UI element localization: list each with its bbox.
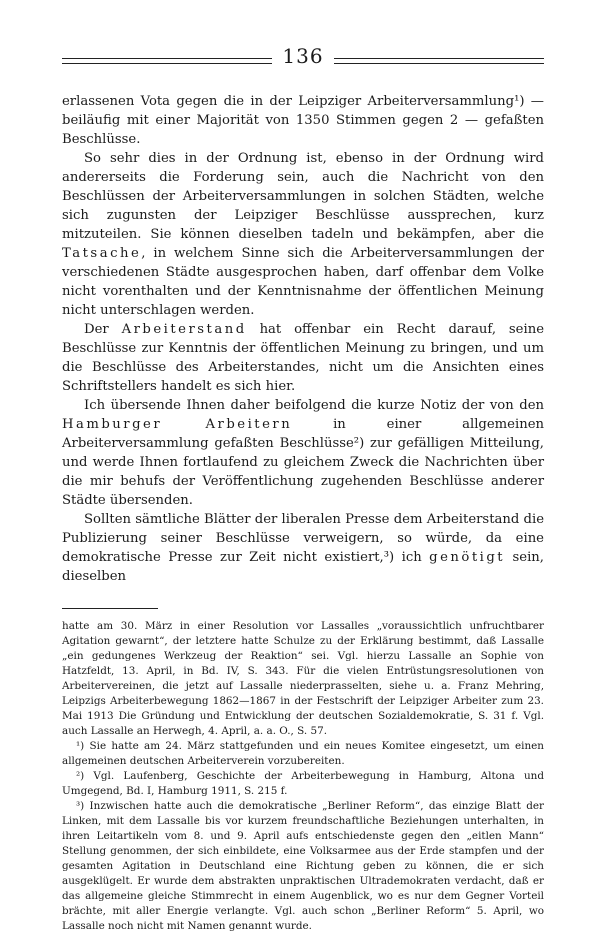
paragraph-2 <box>62 149 544 320</box>
footnote-2: ²) Vgl. Laufenberg, Geschichte der Arbeiterbewegung in Hamburg, Altona und Umgegend, Bd. I, Hamburg 1911, S. 215 f. <box>62 770 544 797</box>
footnotes <box>62 619 544 934</box>
paragraph-5 <box>62 510 544 586</box>
emphasis-genoetigt: genötigt <box>429 550 506 565</box>
emphasis-arbeiterstand: Arbeiterstand <box>121 322 247 337</box>
footnote-3: ³) Inzwischen hatte auch die demokratische „Berliner Reform“, das einzige Blatt der Linken, mit dem Lassalle bis vor kurzem freundschaftliche Beziehungen unterhalten, in ihren Leitartikeln vom 8. und 9. April aufs entschiedenste gegen den „eitlen Mann“ Stellung genommen, der sich einbildete, eine Volksarmee aus der Erde stampfen und der gesamten Agitation in Deutschland eine Richtung geben zu können, die er sich ausgeklügelt. Er wurde dem abstrakten unpraktischen Ultrademokraten verdacht, daß er das allgemeine gleiche Stimmrecht in einem Augenblick, wo es nur dem Gegner Vorteil brächte, mit aller Energie verlangte. Vgl. auch schon „Berliner Reform“ 5. April, wo Lassalle noch nicht mit Namen genannt wurde. <box>62 800 544 932</box>
header-rule-right <box>334 58 544 64</box>
emphasis-tatsache: Tatsache <box>62 246 142 261</box>
footnote-separator <box>62 608 158 609</box>
paragraph-5-text-a: Sollten sämtliche Blätter der liberalen Presse dem Arbeiterstand die Publizierung seiner Beschlüsse verweigern, so würde, da eine demokratische Presse zur Zeit nicht existiert,³) ich <box>62 512 544 565</box>
page-header <box>62 40 544 70</box>
footnote-1: ¹) Sie hatte am 24. März stattgefunden und ein neues Komitee eingesetzt, um einen allgemeinen deutschen Arbeiterverein vorzubereiten. <box>62 740 544 767</box>
paragraph-1 <box>62 92 544 149</box>
header-rule-left <box>62 58 272 64</box>
paragraph-4-text-b: in einer allgemeinen Arbeiterversammlung gefaßten Beschlüsse²) zur gefälligen Mitteilung, und werde Ihnen fortlaufend zu gleichem Zweck die Nachrichten über die mir behufs der Veröffentlichung zugehenden Beschlüsse anderer Städte übersenden. <box>62 417 544 508</box>
paragraph-4-text-a: Ich übersende Ihnen daher beifolgend die kurze Notiz der von den <box>84 398 544 413</box>
page-number: 136 <box>282 44 324 68</box>
book-page <box>62 40 544 934</box>
paragraph-3 <box>62 320 544 396</box>
paragraph-2-text-b: , in welchem Sinne sich die Arbeiterversammlungen der verschiedenen Städte ausgesprochen haben, darf offenbar dem Volke nicht vorenthalten und der Kenntnisnahme der öffentlichen Meinung nicht unterschlagen werden. <box>62 246 544 318</box>
paragraph-4 <box>62 396 544 510</box>
paragraph-5-text-b: sein, dieselben <box>62 550 544 584</box>
footnote-continuation: hatte am 30. März in einer Resolution vor Lassalles „voraussichtlich unfruchtbarer Agitation gewarnt“, der letztere hatte Schulze zu der Erklärung bestimmt, daß Lassalle „ein gedungenes Werkzeug der Reaktion“ sei. Vgl. hierzu Lassalle an Sophie von Hatzfeldt, 13. April, in Bd. IV, S. 343. Für die vielen Entrüstungsresolutionen von Arbeitervereinen, die jetzt auf Lassalle niederprasselten, siehe u. a. Franz Mehring, Leipzigs Arbeiterbewegung 1862—1867 in der Festschrift der Leipziger Arbeiter zum 23. Mai 1913 Die Gründung und Entwicklung der deutschen Sozialdemokratie, S. 31 f. Vgl. auch Lassalle an Herwegh, 4. April, a. a. O., S. 57. <box>62 620 544 737</box>
emphasis-hamburger-arbeitern: Hamburger Arbeitern <box>62 417 293 432</box>
paragraph-3-text-b: hat offenbar ein Recht darauf, seine Beschlüsse zur Kenntnis der öffentlichen Meinung zu bringen, und um die Beschlüsse des Arbeiterstandes, nicht um die Ansichten eines Schriftstellers handelt es sich hier. <box>62 322 545 394</box>
paragraph-1-text: erlassenen Vota gegen die in der Leipziger Arbeiterversammlung¹) — beiläufig mit einer Majorität von 1350 Stimmen gegen 2 — gefaßten Beschlüsse. <box>62 94 544 147</box>
main-text <box>62 92 544 586</box>
paragraph-2-text-a: So sehr dies in der Ordnung ist, ebenso in der Ordnung wird andererseits die Forderung sein, auch die Nachricht von den Beschlüssen der Arbeiterversammlungen in solchen Städten, welche sich zugunsten der Leipziger Beschlüsse aussprechen, kurz mitzuteilen. Sie können dieselben tadeln und bekämpfen, aber die <box>62 151 544 242</box>
paragraph-3-text-a: Der <box>84 322 122 337</box>
